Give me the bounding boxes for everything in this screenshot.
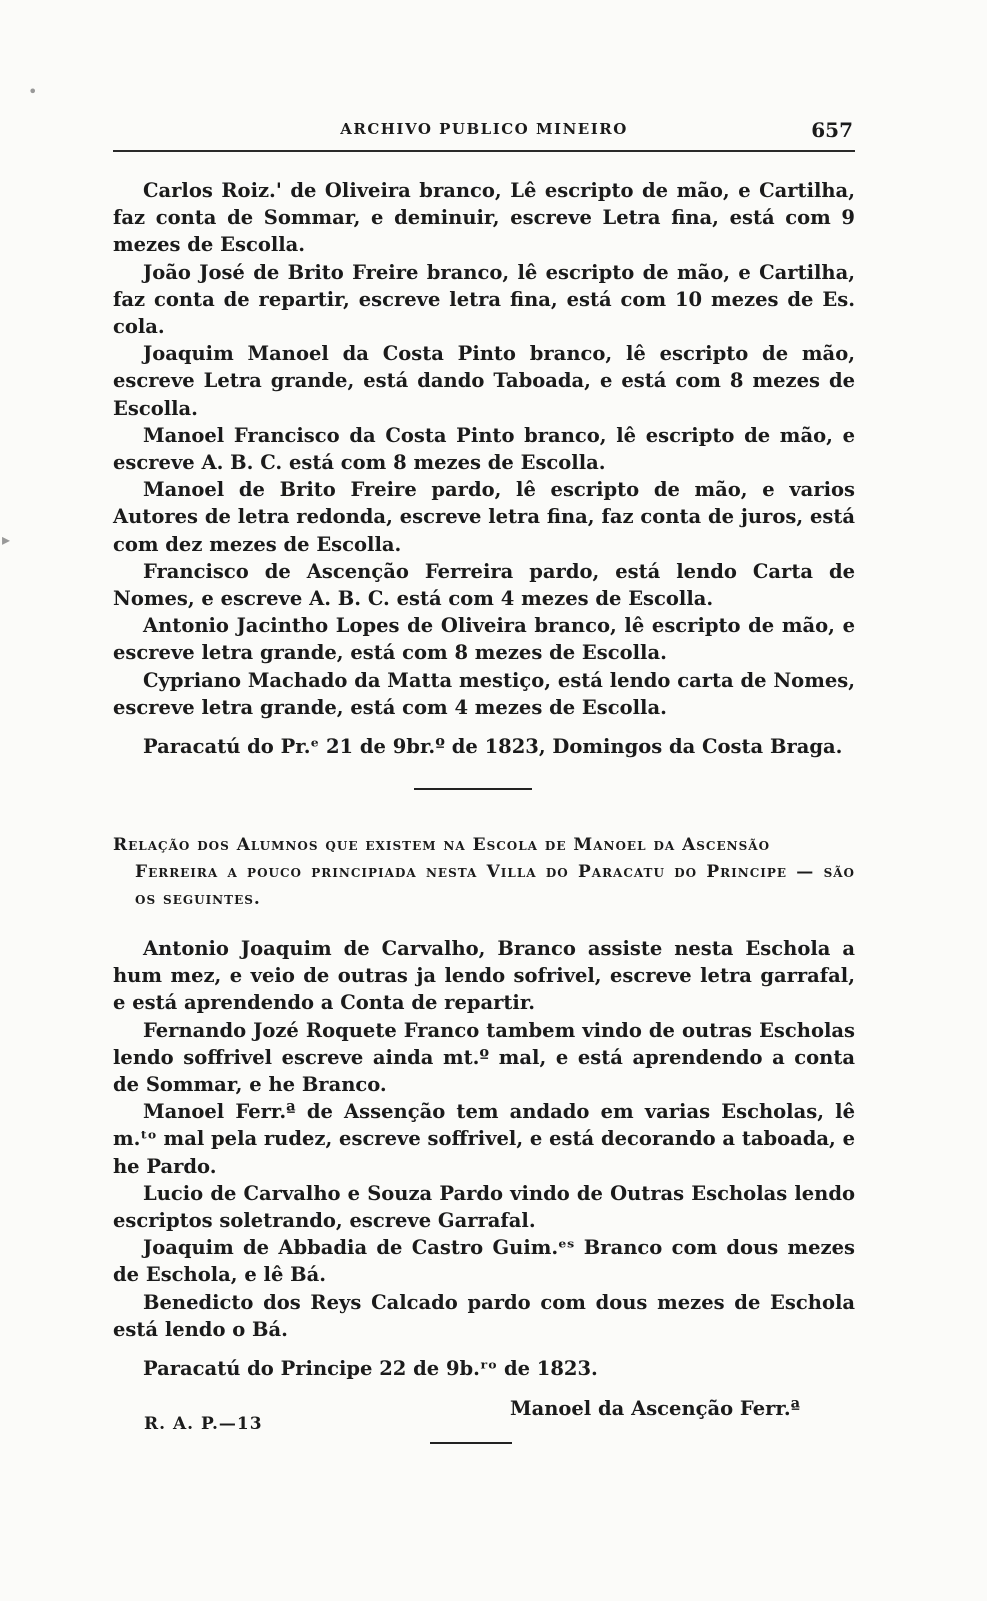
entry-paragraph: Fernando Jozé Roquete Franco tambem vindo de outras Escholas lendo soffrivel escreve ainda mt.º mal, e está aprendendo a conta de Sommar, e he Branco. <box>113 1018 855 1097</box>
section-1-signoff: Paracatú do Pr.ᵉ 21 de 9br.º de 1823, Domingos da Costa Braga. <box>143 735 843 759</box>
entry-paragraph: Joaquim de Abbadia de Castro Guim.ᵉˢ Branco com dous mezes de Eschola, e lê Bá. <box>113 1236 855 1287</box>
section-separator <box>414 788 532 790</box>
entry-paragraph: Joaquim Manoel da Costa Pinto branco, lê escripto de mão, escreve Letra grande, está dando Taboada, e está com 8 mezes de Escolla. <box>113 342 855 420</box>
entry-paragraph: Manoel Ferr.ª de Assenção tem andado em varias Escholas, lê m.ᵗᵒ mal pela rudez, escreve soffrivel, e está decorando a taboada, e he Pardo. <box>113 1100 855 1178</box>
heading-line-2: Ferreira a pouco principiada nesta Villa do Paracatu do Principe — são os seguintes. <box>135 862 855 909</box>
entry-paragraph: Manoel de Brito Freire pardo, lê escripto de mão, e varios Autores de letra redonda, escreve letra fina, faz conta de juros, está com dez mezes de Escolla. <box>113 478 855 556</box>
page-number: 657 <box>811 118 853 142</box>
heading-line-1: Relação dos Alumnos que existem na Escola de Manoel da Ascensão <box>113 835 771 855</box>
entry-paragraph: Cypriano Machado da Matta mestiço, está lendo carta de Nomes, escreve letra grande, está com 4 mezes de Escolla. <box>113 668 855 719</box>
entry-paragraph: Lucio de Carvalho e Souza Pardo vindo de Outras Escholas lendo escriptos soletrando, escreve Garrafal. <box>113 1181 855 1233</box>
section-2-body <box>113 935 855 1402</box>
scan-speck: ▸ <box>2 530 11 549</box>
entry-paragraph: Francisco de Ascenção Ferreira pardo, está lendo Carta de Nomes, e escreve A. B. C. está com 4 mezes de Escolla. <box>113 559 855 611</box>
closing-rule <box>430 1442 512 1444</box>
running-header <box>113 118 855 146</box>
footer-reference: R. A. P.—13 <box>144 1414 263 1434</box>
header-rule <box>113 150 855 152</box>
scan-speck: • <box>28 82 38 101</box>
entry-paragraph: Antonio Jacintho Lopes de Oliveira branco, lê escripto de mão, e escreve letra grande, está com 8 mezes de Escolla. <box>113 614 855 665</box>
entry-paragraph: Antonio Joaquim de Carvalho, Branco assiste nesta Eschola a hum mez, e veio de outras ja lendo sofrivel, escreve letra garrafal, e está aprendendo a Conta de repartir. <box>113 937 855 1015</box>
entry-paragraph: Manoel Francisco da Costa Pinto branco, lê escripto de mão, e escreve A. B. C. está com 8 mezes de Escolla. <box>113 423 855 475</box>
section-2-heading <box>113 832 855 913</box>
signature: Manoel da Ascenção Ferr.ª <box>510 1397 801 1420</box>
section-2-signoff: Paracatú do Principe 22 de 9b.ʳᵒ de 1823. <box>143 1357 598 1381</box>
entry-paragraph: João José de Brito Freire branco, lê escripto de mão, e Cartilha, faz conta de repartir, escreve letra fina, está com 10 mezes de Es. cola. <box>113 260 855 339</box>
header-title: ARCHIVO PUBLICO MINEIRO <box>340 120 628 138</box>
entry-paragraph: Carlos Roiz.' de Oliveira branco, Lê escripto de mão, e Cartilha, faz conta de Sommar, e deminuir, escreve Letra fina, está com 9 mezes de Escolla. <box>113 179 855 257</box>
section-1-body <box>113 177 855 780</box>
entry-paragraph: Benedicto dos Reys Calcado pardo com dous mezes de Eschola está lendo o Bá. <box>113 1290 855 1341</box>
